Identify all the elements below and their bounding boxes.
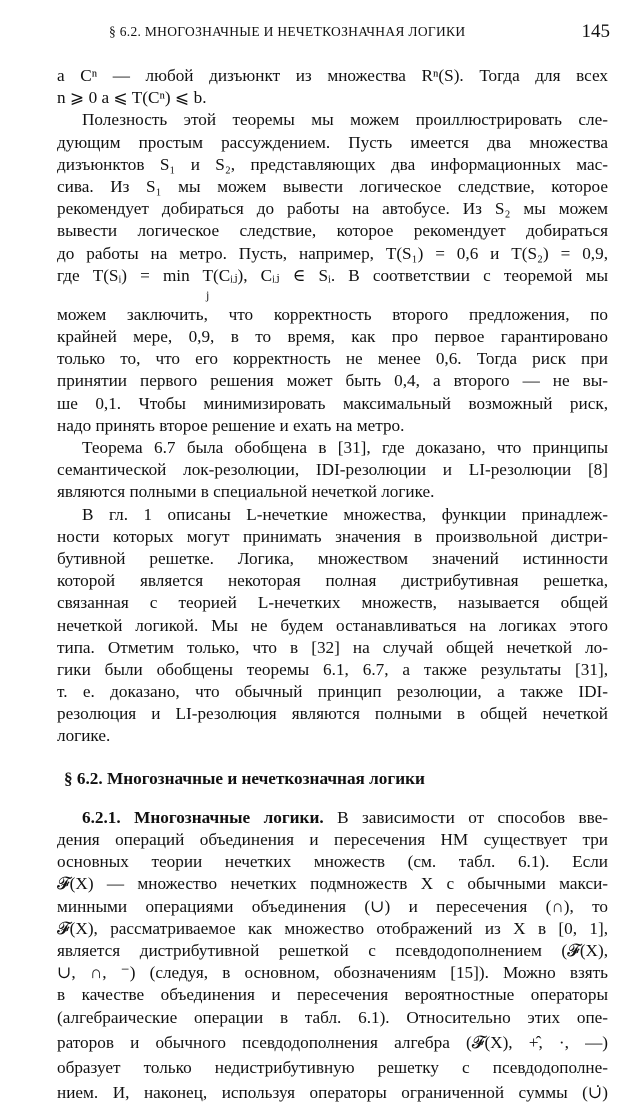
text-line: n ⩾ 0 a ⩽ T(Cⁿ) ⩽ b. — [57, 88, 207, 108]
text-line: ности которых могут принимать значения в произвольной дистри- — [57, 526, 608, 546]
spacer — [57, 790, 608, 807]
text-line: т. е. доказано, что обычный принцип резолюции, а также IDI- — [57, 682, 608, 702]
text-line: нием. И, наконец, используя операторы ограниченной суммы (∪̇) — [57, 1082, 608, 1102]
text-line: логике. — [57, 726, 111, 746]
text-line: дения операций объединения и пересечения НМ существует три — [57, 830, 608, 849]
text-line: Полезность этой теоремы мы можем проиллюстрировать сле- — [82, 110, 608, 130]
text-line: надо принять второе решение и ехать на метро. — [57, 415, 405, 435]
text-line: гики были обобщены теоремы 6.1, 6.7, а также результаты [31], — [57, 659, 608, 679]
text-line: резолюция и LI-резолюция являются полными в общей нечеткой — [57, 704, 608, 724]
text-line: минными операциями объединения (∪) и пересечения (∩), то — [57, 896, 608, 916]
running-title: § 6.2. МНОГОЗНАЧНЫЕ И НЕЧЕТКОЗНАЧНАЯ ЛОГИКИ — [109, 24, 466, 39]
text-line: крайней мере, 0,9, в то время, как про первое гарантировано — [57, 327, 608, 347]
formula-line: где T(Sᵢ) = min T(Cᵢⱼ), Cᵢⱼ ∈ Sᵢ. В соответствии с теоремой мы — [57, 265, 608, 285]
text-line: типа. Отметим только, что в [32] на случай общей нечеткой ло- — [57, 637, 608, 657]
text-line: рекомендует добираться до работы на автобусе. Из S₂ мы можем — [57, 199, 608, 219]
text-line: (алгебраические операции в табл. 6.1). Относительно этих опе- — [57, 1007, 608, 1027]
text-line: дующим простым рассуждением. Пусть имеется два множества — [57, 132, 608, 152]
text-line: основных теории нечетких множеств (см. табл. 6.1). Если — [57, 852, 608, 872]
text-line: а Cⁿ — любой дизъюнкт из множества Rⁿ(S). Тогда для всех — [57, 66, 608, 85]
text-line: в качестве объединения и пересечения вероятностные операторы — [57, 985, 608, 1005]
text-line: можем заключить, что корректность второго предложения, по — [57, 304, 608, 324]
running-head — [57, 18, 608, 48]
text-line: ше 0,1. Чтобы минимизировать максимальный возможный риск, — [57, 393, 608, 413]
spacer — [57, 748, 608, 768]
section-heading: § 6.2. Многозначные и нечеткозначная логики — [64, 768, 425, 788]
text-line: принятии первого решения может быть 0,4, а второго — не вы- — [57, 371, 608, 391]
text-line: 𝓕(X) — множество нечетких подмножеств X с обычными макси- — [57, 874, 608, 894]
text-line: только то, что его корректность не менее 0,6. Тогда риск при — [57, 349, 608, 369]
subsection-title: 6.2.1. Многозначные логики. — [82, 807, 324, 827]
text-line: вывести логическое следствие, которое рекомендует добираться — [57, 221, 608, 241]
text-line: раторов и обычного псевдодополнения алгебра (𝓕(X), +̂, ·, —) — [57, 1032, 608, 1052]
text-line: 𝓕(X), рассматриваемое как множество отображений из X в [0, 1], — [57, 918, 608, 938]
text-line: является дистрибутивной решеткой с псевдодополнением (𝓕(X), — [57, 940, 608, 960]
book-page — [57, 0, 610, 1102]
text-line: сива. Из S₁ мы можем вывести логическое следствие, которое — [57, 176, 608, 196]
page-body — [57, 65, 608, 1107]
text-line: образует только недистрибутивную решетку с псевдодополне- — [57, 1057, 608, 1077]
page-number: 145 — [581, 21, 610, 42]
text-line: Теорема 6.7 была обобщена в [31], где доказано, что принципы — [82, 438, 608, 457]
text-line: являются полными в специальной нечеткой логике. — [57, 482, 435, 502]
text-line: дизъюнктов S₁ и S₂, представляющих два информационных мас- — [57, 154, 608, 174]
min-subscript: j — [206, 287, 210, 302]
text-line: связанная с теорией L-нечетких множеств, называется общей — [57, 593, 608, 613]
subsection-text: В зависимости от способов вве- — [323, 807, 608, 827]
text-line: В гл. 1 описаны L-нечеткие множества, функции принадлеж- — [82, 504, 608, 524]
text-line: семантической лок-резолюции, IDI-резолюции и LI-резолюции [8] — [57, 460, 608, 480]
text-line: которой является некоторая полная дистрибутивная решетка, — [57, 571, 608, 591]
text-line: ∪, ∩, ⁻) (следуя, в основном, обозначениям [15]). Можно взять — [57, 963, 608, 983]
text-line: нечеткой логикой. Мы не будем останавливаться на логиках этого — [57, 615, 608, 635]
text-line: бутивной решетке. Логика, множеством значений истинности — [57, 548, 608, 568]
subsection-first-line — [57, 807, 608, 829]
text-line: до работы на метро. Пусть, например, T(S₁) = 0,6 и T(S₂) = 0,9, — [57, 243, 608, 263]
